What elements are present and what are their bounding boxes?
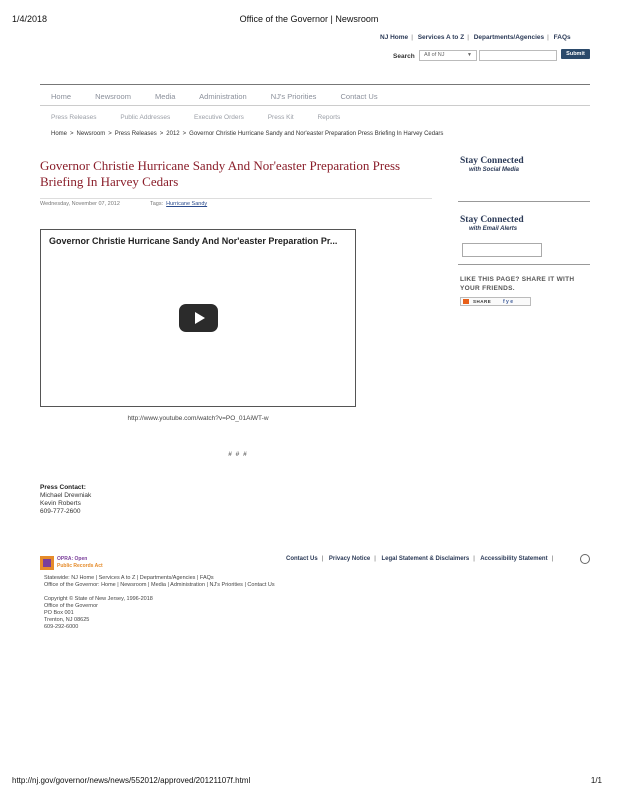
footer-legal-statement[interactable]: Legal Statement & Disclaimers (381, 556, 470, 562)
subnav-press-releases[interactable]: Press Releases (51, 114, 97, 121)
end-mark: # # # (228, 451, 248, 458)
press-contact-heading: Press Contact: (40, 484, 86, 491)
footer-links: Contact Us | Privacy Notice | Legal Statement & Disclaimers | Accessibility Statement | (286, 556, 554, 562)
share-icon (463, 299, 469, 304)
breadcrumb-year[interactable]: 2012 (166, 131, 180, 137)
footer-office-links[interactable]: Office of the Governor: Home | Newsroom | Media | Administration | NJ's Priorities | Contact Us (44, 582, 275, 588)
search-scope-select[interactable] (419, 50, 477, 61)
play-button[interactable] (179, 304, 218, 332)
nav-priorities[interactable]: NJ's Priorities (270, 92, 317, 101)
social-icons: f y e (503, 299, 514, 305)
share-prompt: LIKE THIS PAGE? SHARE IT WITH YOUR FRIENDS. (460, 276, 575, 292)
footer-privacy-notice[interactable]: Privacy Notice (328, 556, 371, 562)
meta-divider (40, 198, 432, 199)
video-url[interactable]: http://www.youtube.com/watch?v=PO_01AiWT-w (127, 415, 269, 422)
subnav-executive-orders[interactable]: Executive Orders (194, 114, 244, 121)
toplink-faqs[interactable]: FAQs (553, 34, 571, 41)
toplink-services[interactable]: Services A to Z (417, 34, 465, 41)
tags-label: Tags: (150, 201, 164, 207)
nav-media[interactable]: Media (155, 92, 176, 101)
play-icon (195, 312, 205, 324)
print-title: Office of the Governor | Newsroom (239, 14, 379, 24)
search-input[interactable] (479, 50, 557, 61)
address-line: 609-292-6000 (44, 624, 79, 630)
opra-icon (40, 556, 54, 570)
video-title[interactable]: Governor Christie Hurricane Sandy And Nor'easter Preparation Pr... (49, 236, 338, 246)
nav-contact[interactable]: Contact Us (340, 92, 378, 101)
toplink-nj-home[interactable]: NJ Home (380, 34, 409, 41)
email-field[interactable] (462, 243, 542, 257)
address-line: Office of the Governor (44, 603, 99, 609)
article-date: Wednesday, November 07, 2012 (40, 201, 120, 207)
footer-statewide-links[interactable]: Statewide: NJ Home | Services A to Z | Departments/Agencies | FAQs (44, 575, 214, 581)
address-line: PO Box 001 (44, 610, 74, 616)
breadcrumb-current: Governor Christie Hurricane Sandy and Nor'easter Preparation Press Briefing In Harvey Cedars (189, 131, 444, 137)
nav-administration[interactable]: Administration (199, 92, 247, 101)
opra-logo-line2: Public Records Act (57, 563, 103, 569)
email-alerts-heading: Stay Connected (460, 215, 524, 225)
subnav-press-kit[interactable]: Press Kit (267, 114, 294, 121)
footer-contact-us[interactable]: Contact Us (286, 556, 318, 562)
social-media-subheading: with Social Media (469, 167, 520, 173)
contact-line: 609-777-2600 (40, 508, 81, 515)
print-page-number: 1/1 (590, 776, 602, 785)
article-tags (150, 201, 207, 207)
accessibility-icon[interactable] (580, 554, 590, 564)
chevron-down-icon: ▼ (467, 52, 472, 58)
sub-nav (51, 114, 362, 121)
email-alerts-subheading: with Email Alerts (469, 226, 518, 232)
subnav-public-addresses[interactable]: Public Addresses (120, 114, 171, 121)
breadcrumb-press-releases[interactable]: Press Releases (114, 131, 157, 137)
print-date: 1/4/2018 (12, 14, 48, 24)
breadcrumb-newsroom[interactable]: Newsroom (76, 131, 106, 137)
footer-accessibility[interactable]: Accessibility Statement (480, 556, 548, 562)
opra-logo[interactable] (40, 556, 106, 570)
share-button[interactable] (460, 297, 531, 306)
main-nav (51, 92, 400, 101)
social-media-heading: Stay Connected (460, 156, 524, 166)
share-label: SHARE (473, 299, 492, 304)
nav-home[interactable]: Home (51, 92, 72, 101)
address-line: Trenton, NJ 08625 (44, 617, 90, 623)
breadcrumb-home[interactable]: Home (51, 131, 68, 137)
breadcrumb: Home > Newsroom > Press Releases > 2012 > Governor Christie Hurricane Sandy and Nor'easter Preparation Press Briefing In Harvey Cedars (51, 131, 444, 137)
nav-divider-top (40, 84, 590, 85)
toplink-departments[interactable]: Departments/Agencies (473, 34, 545, 41)
contact-line: Kevin Roberts (40, 500, 81, 507)
contact-line: Michael Drewniak (40, 492, 92, 499)
subnav-reports[interactable]: Reports (317, 114, 341, 121)
sidebar-divider (458, 264, 590, 265)
copyright: Copyright © State of New Jersey, 1996-2018 (44, 596, 153, 602)
sidebar-divider (458, 201, 590, 202)
nav-newsroom[interactable]: Newsroom (95, 92, 131, 101)
tag-hurricane-sandy[interactable]: Hurricane Sandy (166, 201, 208, 207)
nav-divider-bottom (40, 105, 590, 106)
page-title: Governor Christie Hurricane Sandy And Nor'easter Preparation Press Briefing In Harvey Cedars (40, 158, 401, 189)
search-submit-button[interactable]: Submit (561, 49, 590, 59)
search-scope-value: All of NJ (424, 52, 445, 58)
opra-logo-line1: OPRA: Open (57, 556, 88, 562)
top-links: NJ Home | Services A to Z | Departments/Agencies | FAQs (380, 34, 571, 41)
print-url: http://nj.gov/governor/news/news/552012/approved/20121107f.html (12, 776, 251, 785)
search-label: Search (393, 53, 415, 60)
